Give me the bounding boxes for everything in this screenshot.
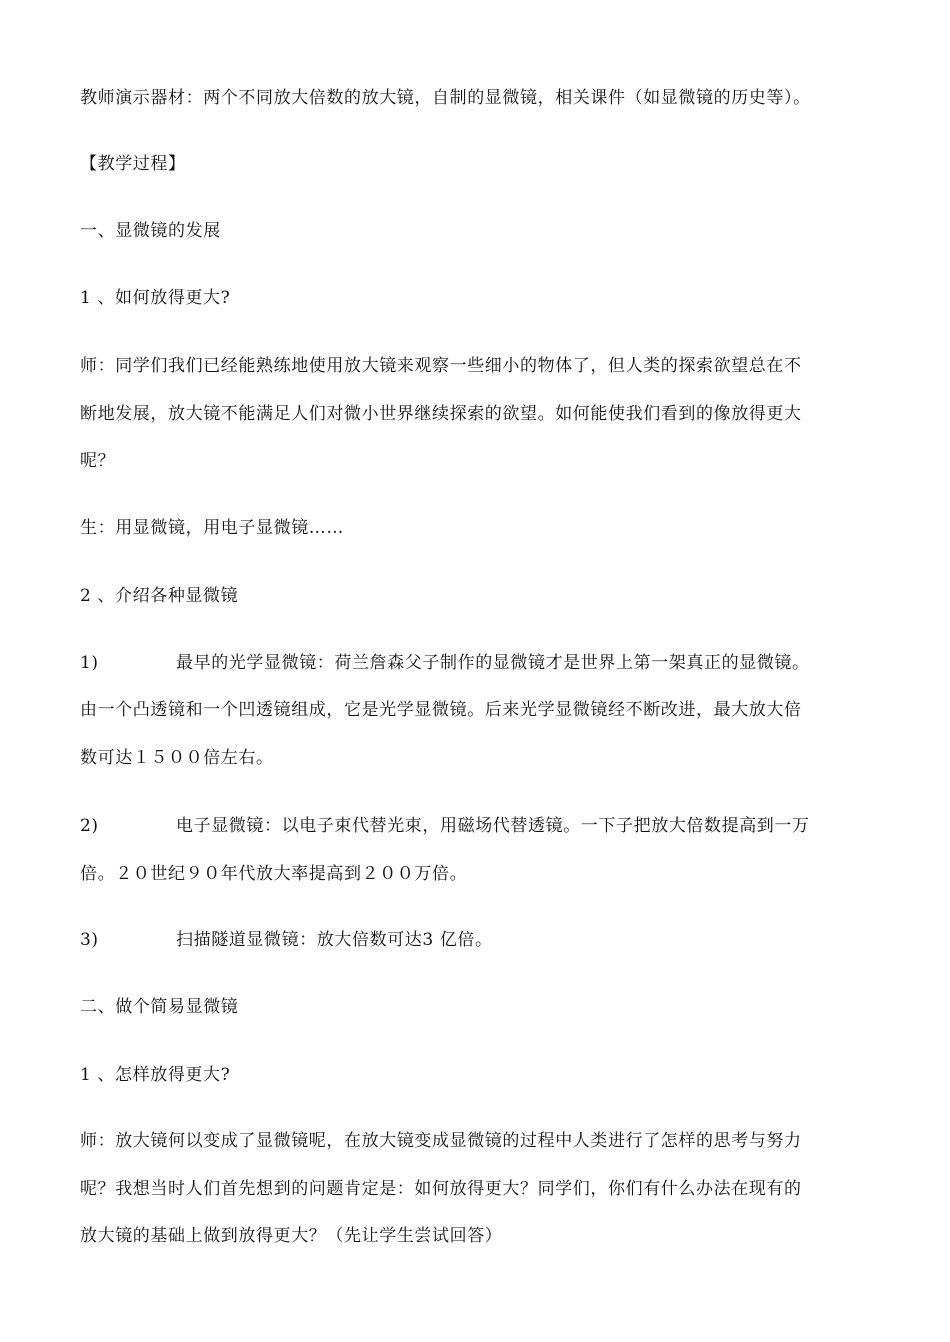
item-2-line-1	[80, 814, 880, 838]
item-2-line-2: 倍。２０世纪９０年代放大率提高到２００万倍。	[80, 864, 468, 884]
item-1-line-1	[80, 651, 880, 675]
item-1-number: 1)	[80, 653, 99, 673]
teacher-paragraph-2-line-1: 师：放大镜何以变成了显微镜呢，在放大镜变成显微镜的过程中人类进行了怎样的思考与努力	[80, 1131, 802, 1151]
teaching-process-heading: 【教学过程】	[80, 154, 186, 174]
teacher-paragraph-1-line-3: 呢？	[80, 451, 116, 471]
item-2-number: 2)	[80, 816, 99, 836]
question-1-heading: 1 、如何放得更大?	[80, 288, 231, 308]
materials-paragraph: 教师演示器材：两个不同放大倍数的放大镜，自制的显微镜，相关课件（如显微镜的历史等）。	[80, 88, 811, 108]
item-3-text-1: 扫描隧道显微镜：放大倍数可达3 亿倍。	[176, 930, 493, 950]
section-1-heading: 一、显微镜的发展	[80, 221, 221, 241]
teacher-paragraph-2-line-2: 呢？我想当时人们首先想到的问题肯定是：如何放得更大？同学们，你们有什么办法在现有的	[80, 1179, 802, 1199]
question-2-heading: 2 、介绍各种显微镜	[80, 586, 239, 606]
student-answer-1: 生：用显微镜，用电子显微镜……	[80, 518, 344, 538]
section-2-heading: 二、做个简易显微镜	[80, 997, 239, 1017]
item-1-line-3: 数可达１５００倍左右。	[80, 748, 274, 768]
item-1-text-1: 最早的光学显微镜：荷兰詹森父子制作的显微镜才是世界上第一架真正的显微镜。	[176, 653, 810, 673]
item-2-text-1: 电子显微镜：以电子束代替光束，用磁场代替透镜。一下子把放大倍数提高到一万	[176, 816, 810, 836]
teacher-paragraph-1-line-2: 断地发展，放大镜不能满足人们对微小世界继续探索的欲望。如何能使我们看到的像放得更大	[80, 404, 802, 424]
item-1-line-2: 由一个凸透镜和一个凹透镜组成，它是光学显微镜。后来光学显微镜经不断改进，最大放大倍	[80, 700, 802, 720]
teacher-paragraph-2-line-3: 放大镜的基础上做到放得更大？（先让学生尝试回答）	[80, 1226, 503, 1246]
question-3-heading: 1 、怎样放得更大?	[80, 1065, 231, 1085]
item-3-number: 3)	[80, 930, 99, 950]
item-3-line-1	[80, 928, 880, 952]
teacher-paragraph-1-line-1: 师：同学们我们已经能熟练地使用放大镜来观察一些细小的物体了，但人类的探索欲望总在不	[80, 356, 802, 376]
